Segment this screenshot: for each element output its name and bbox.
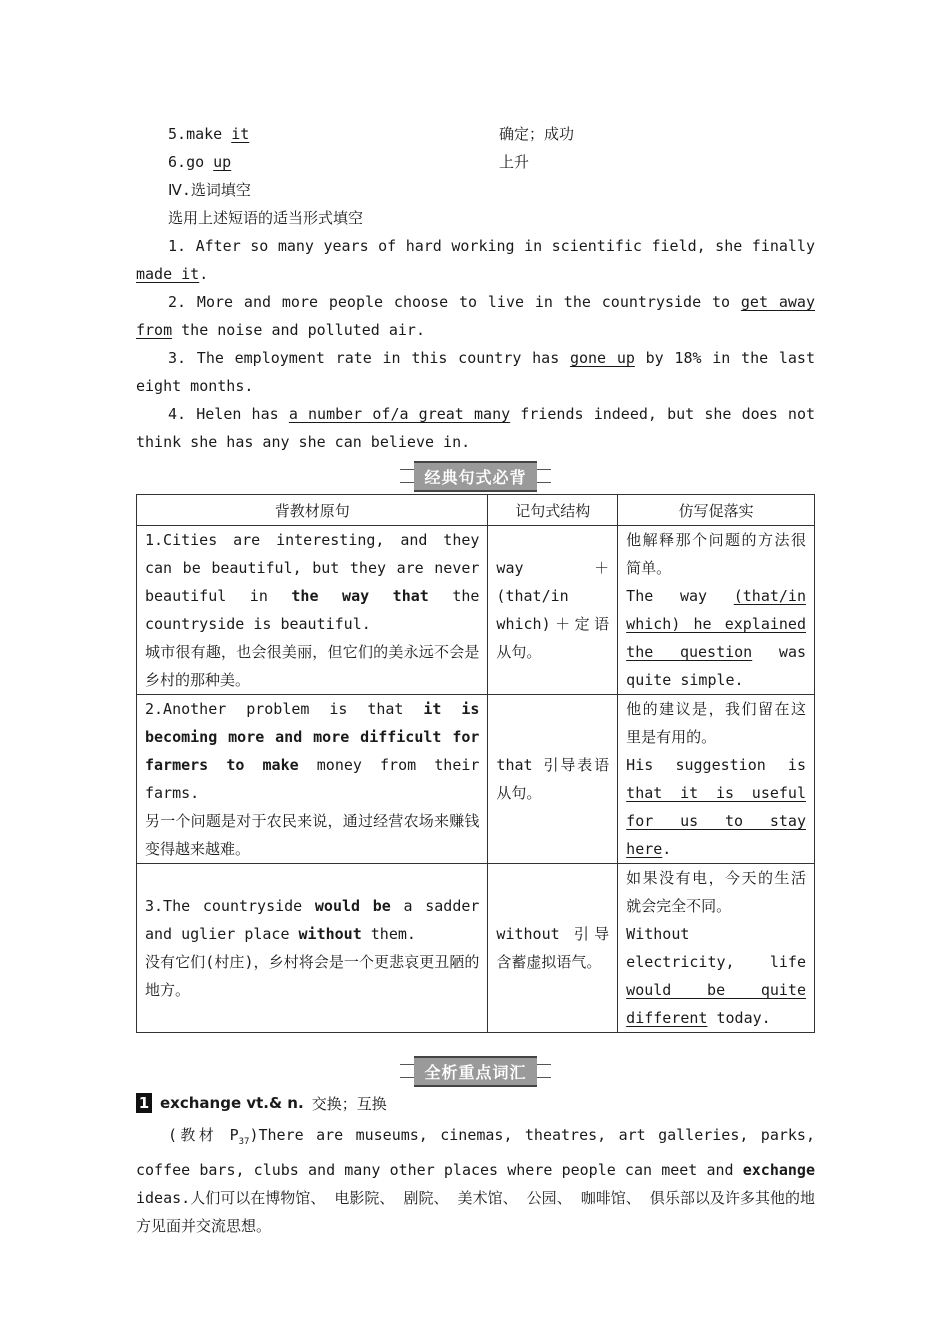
practice-answer: that it is useful for us to stay here: [626, 784, 806, 858]
example-page: 37: [238, 1137, 250, 1147]
sentence-text: 2.Another problem is that: [145, 700, 424, 718]
original-sentence: [137, 864, 488, 1033]
practice-text: Without electricity, life: [626, 925, 806, 971]
section-title: Ⅳ.选词填空: [168, 181, 251, 199]
key-structure: it is becoming more and more difficult for farmers to make: [145, 700, 480, 774]
section-instruction: 选用上述短语的适当形式填空: [168, 209, 364, 227]
vocab-example: [136, 1121, 815, 1240]
item-text: by 18% in the last eight months.: [136, 349, 815, 395]
example-text: )There are museums, cinemas, theatres, art galleries, parks, coffee bars, clubs and many other places where people can meet and: [136, 1126, 815, 1179]
sentence-text: the countryside is beautiful.: [145, 587, 480, 633]
practice-text: His suggestion is: [626, 756, 806, 774]
sentence-text: a sadder and uglier place: [145, 897, 480, 943]
example-source: (教材 P: [168, 1126, 239, 1144]
practice-answer: (that/in which) he explained the question: [626, 587, 806, 661]
phrase-text: make: [186, 125, 232, 143]
practice-cell: [618, 526, 815, 695]
original-sentence: [137, 695, 488, 864]
item-answer: a number of/a great many: [288, 405, 511, 423]
section-banner: [136, 1057, 815, 1085]
practice-text: was quite simple.: [626, 643, 807, 689]
column-header: 仿写促落实: [618, 495, 815, 526]
key-structure: the way that: [291, 587, 429, 605]
phrase-number: 5.: [168, 125, 187, 143]
phrase-item: [136, 148, 815, 176]
item-number: 3.: [168, 349, 187, 367]
item-text: Helen has: [186, 405, 289, 423]
phrase-meaning: 上升: [499, 153, 530, 171]
practice-cell: [618, 864, 815, 1033]
table-row: [137, 695, 815, 864]
phrase-meaning: 确定；成功: [499, 125, 575, 143]
table-row: [137, 526, 815, 695]
phrase-number: 6.: [168, 153, 187, 171]
section-banner: [136, 462, 815, 490]
fill-item: [136, 400, 815, 456]
practice-text: The way: [626, 587, 734, 605]
item-answer: get away from: [136, 293, 815, 339]
vocab-heading: [136, 1089, 815, 1117]
practice-prompt: 他解释那个问题的方法很简单。: [626, 531, 806, 577]
practice-prompt: 他的建议是，我们留在这里是有用的。: [626, 700, 806, 746]
sentence-translation: 城市很有趣，也会很美丽，但它们的美永远不会是乡村的那种美。: [145, 643, 480, 689]
column-header: 记句式结构: [488, 495, 618, 526]
vocab-number: 1: [136, 1093, 152, 1113]
sentence-text: 3.The countryside: [145, 897, 315, 915]
sentence-text: them.: [361, 925, 416, 943]
item-answer: gone up: [569, 349, 635, 367]
item-text: friends indeed, but she does not think she has any she can believe in.: [136, 405, 815, 451]
item-text: After so many years of hard working in scientific field, she finally: [186, 237, 815, 255]
example-text: ideas.人们可以在博物馆、 电影院、 剧院、 美术馆、 公园、 咖啡馆、 俱乐部以及许多其他的地方见面并交流思想。: [136, 1189, 815, 1235]
practice-text: today.: [707, 1009, 771, 1027]
item-number: 2.: [168, 293, 187, 311]
banner-wing: [400, 1064, 414, 1078]
sentence-translation: 没有它们(村庄)，乡村将会是一个更悲哀更丑陋的地方。: [145, 953, 480, 999]
sentence-text: money from their farms.: [145, 756, 480, 802]
key-structure: without: [298, 925, 362, 943]
column-header: 背教材原句: [137, 495, 488, 526]
fill-item: [136, 288, 815, 344]
banner-title: 经典句式必背: [414, 461, 536, 492]
table-header-row: [137, 495, 815, 526]
practice-prompt: 如果没有电，今天的生活就会完全不同。: [626, 869, 806, 915]
structure-cell: way ＋ (that/in which)＋定语从句。: [488, 526, 618, 695]
item-text: The employment rate in this country has: [186, 349, 570, 367]
item-answer: made it: [136, 265, 200, 283]
practice-cell: [618, 695, 815, 864]
banner-wing: [400, 469, 414, 483]
key-structure: would be: [314, 897, 391, 915]
banner-title: 全析重点词汇: [414, 1056, 536, 1087]
structure-cell: without 引导含蓄虚拟语气。: [488, 864, 618, 1033]
item-text: More and more people choose to live in the countryside to: [186, 293, 741, 311]
structure-cell: that 引导表语从句。: [488, 695, 618, 864]
sentence-table: [136, 494, 815, 1033]
banner-wing: [537, 1064, 551, 1078]
sentence-text: 1.Cities are interesting, and they can be beautiful, but they are never beautiful in: [145, 531, 480, 605]
vocab-meaning: 交换；互换: [311, 1094, 387, 1113]
vocab-word: exchange vt.& n.: [160, 1094, 304, 1112]
phrase-text: go: [186, 153, 214, 171]
page-content: [136, 120, 815, 1240]
item-text: .: [199, 265, 209, 283]
example-keyword: exchange: [742, 1161, 815, 1179]
phrase-answer: up: [213, 153, 232, 171]
table-row: [137, 864, 815, 1033]
original-sentence: [137, 526, 488, 695]
fill-item: [136, 344, 815, 400]
banner-wing: [537, 469, 551, 483]
practice-text: .: [662, 840, 672, 858]
phrase-answer: it: [231, 125, 250, 143]
practice-answer: would be quite different: [626, 981, 806, 1027]
item-number: 1.: [168, 237, 187, 255]
fill-item: [136, 232, 815, 288]
phrase-item: [136, 120, 815, 148]
item-number: 4.: [168, 405, 187, 423]
sentence-translation: 另一个问题是对于农民来说，通过经营农场来赚钱变得越来越难。: [145, 812, 480, 858]
item-text: the noise and polluted air.: [172, 321, 425, 339]
